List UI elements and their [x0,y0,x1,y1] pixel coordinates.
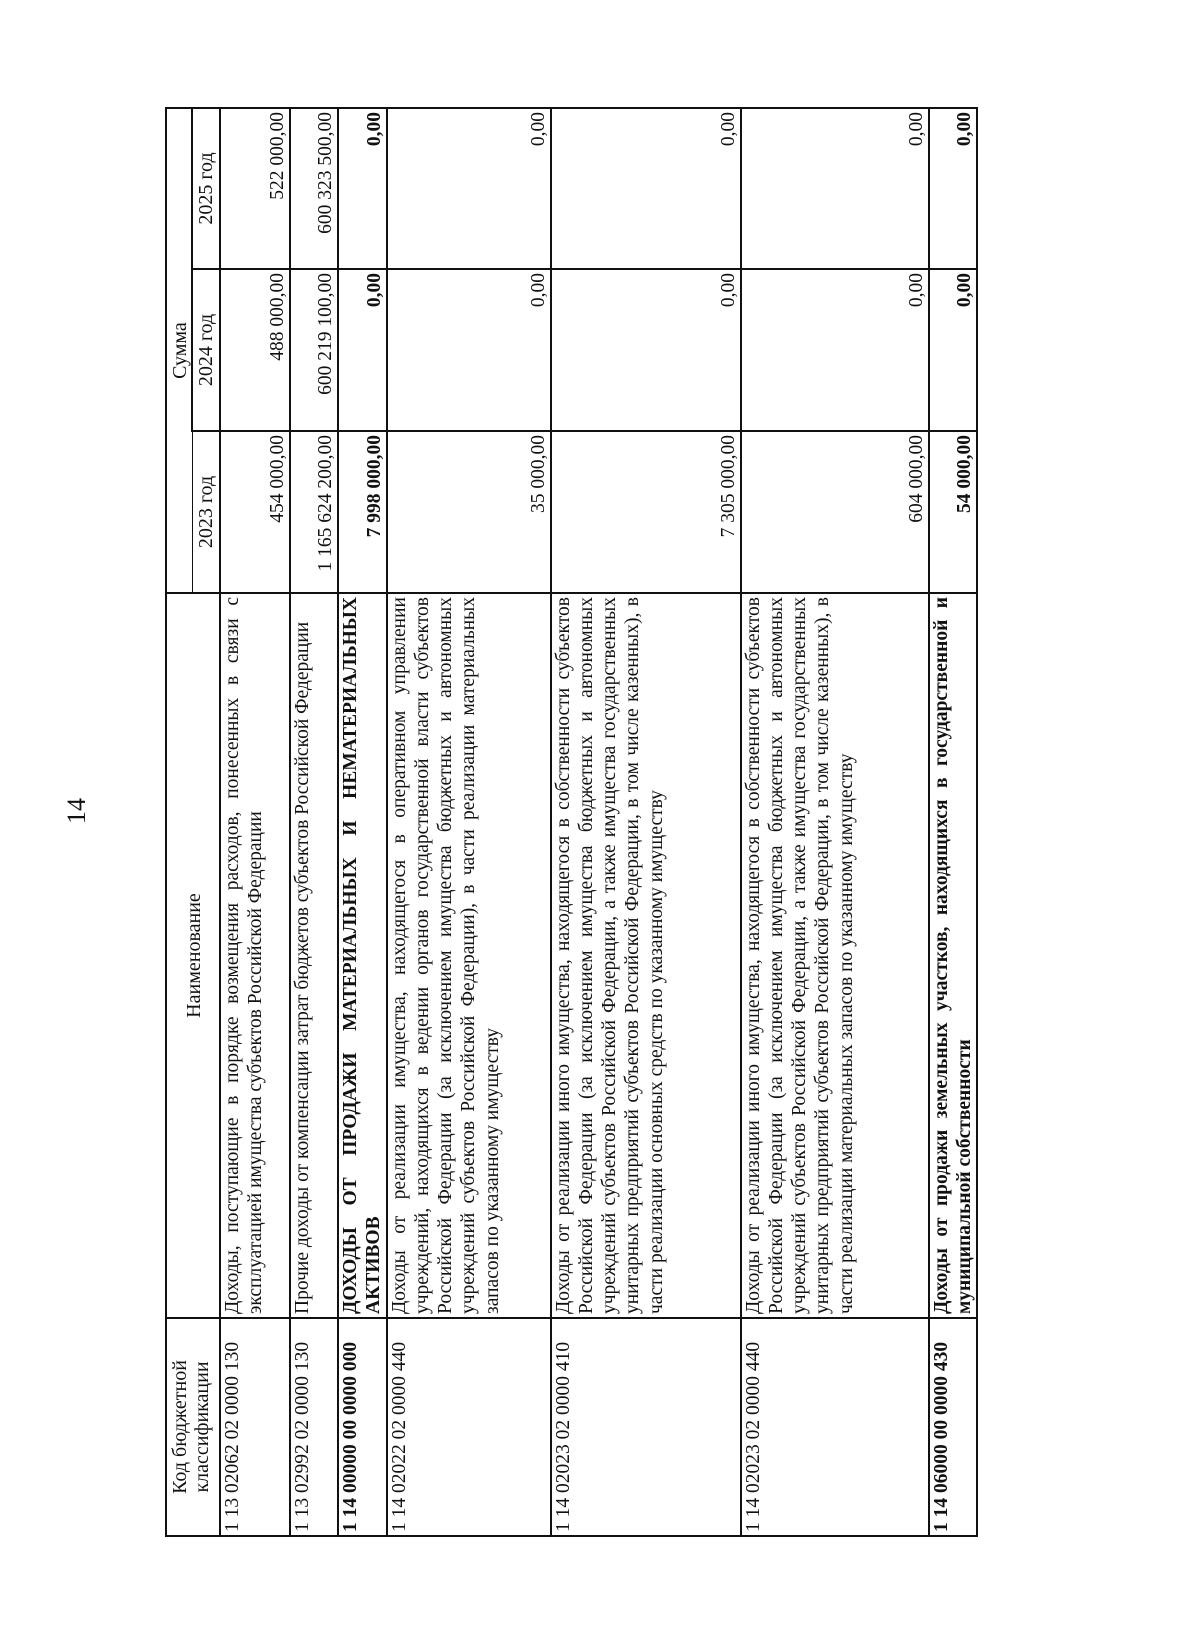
amount-2023-cell: 604 000,00 [741,431,929,593]
amount-2025-cell: 522 000,00 [220,108,290,269]
revenue-name-cell: Прочие доходы от компенсации затрат бюджетов субъектов Российской Федерации [290,593,338,1318]
table-row [387,108,551,1536]
table-row [220,108,290,1536]
amount-2023-cell: 1 165 624 200,00 [290,431,338,593]
table-row [741,108,929,1536]
budget-code-cell: 1 14 06000 00 0000 430 [929,1318,978,1536]
amount-2024-cell: 0,00 [929,269,978,431]
table-row [551,108,741,1536]
table-row [338,108,387,1536]
budget-code-cell: 1 13 02062 02 0000 130 [220,1318,290,1536]
amount-2025-cell: 0,00 [551,108,741,269]
budget-revenue-table [165,107,978,1537]
amount-2025-cell: 0,00 [929,108,978,269]
amount-2024-cell: 0,00 [338,269,387,431]
amount-2024-cell: 0,00 [551,269,741,431]
amount-2025-cell: 600 323 500,00 [290,108,338,269]
amount-2023-cell: 35 000,00 [387,431,551,593]
budget-code-cell: 1 14 02023 02 0000 440 [741,1318,929,1536]
table-row [290,108,338,1536]
revenue-name-cell: Доходы от продажи земельных участков, находящихся в государственной и муниципальной собственности [929,593,978,1318]
amount-2023-cell: 54 000,00 [929,431,978,593]
budget-code-cell: 1 13 02992 02 0000 130 [290,1318,338,1536]
header-code: Код бюджетной классификации [166,1318,220,1536]
revenue-name-cell: Доходы от реализации иного имущества, находящегося в собственности субъектов Российской Федерации (за исключением имущества бюджетных и автономных учреждений субъектов Российской Федерации, а также имущества государственных унитарных предприятий субъектов Российской Федерации, в том числе казенных), в части реализации материальных запасов по указанному имуществу [741,593,929,1318]
revenue-name-cell: Доходы от реализации имущества, находящегося в оперативном управлении учреждений, находящихся в ведении органов государственной власти субъектов Российской Федерации (за исключением имущества бюджетных и автономных учреждений субъектов Российской Федерации), в части реализации материальных запасов по указанному имуществу [387,593,551,1318]
header-sum: Сумма [166,108,192,593]
budget-code-cell: 1 14 02023 02 0000 410 [551,1318,741,1536]
amount-2023-cell: 454 000,00 [220,431,290,593]
amount-2025-cell: 0,00 [338,108,387,269]
amount-2023-cell: 7 305 000,00 [551,431,741,593]
header-year-2025: 2025 год [192,108,220,269]
header-year-2024: 2024 год [192,269,220,431]
header-year-2023: 2023 год [192,431,220,593]
amount-2024-cell: 0,00 [387,269,551,431]
header-name: Наименование [166,593,220,1318]
revenue-name-cell: Доходы от реализации иного имущества, находящегося в собственности субъектов Российской Федерации (за исключением имущества бюджетных и автономных учреждений субъектов Российской Федерации, а также имущества государственных унитарных предприятий субъектов Российской Федерации, в том числе казенных), в части реализации основных средств по указанному имуществу [551,593,741,1318]
table-row [929,108,978,1536]
amount-2025-cell: 0,00 [387,108,551,269]
amount-2024-cell: 488 000,00 [220,269,290,431]
budget-code-cell: 1 14 00000 00 0000 000 [338,1318,387,1536]
revenue-name-cell: Доходы, поступающие в порядке возмещения расходов, понесенных в связи с эксплуатацией имущества субъектов Российской Федерации [220,593,290,1318]
revenue-name-cell: ДОХОДЫ ОТ ПРОДАЖИ МАТЕРИАЛЬНЫХ И НЕМАТЕРИАЛЬНЫХ АКТИВОВ [338,593,387,1318]
page-number: 14 [62,798,91,824]
amount-2024-cell: 600 219 100,00 [290,269,338,431]
amount-2024-cell: 0,00 [741,269,929,431]
amount-2023-cell: 7 998 000,00 [338,431,387,593]
budget-code-cell: 1 14 02022 02 0000 440 [387,1318,551,1536]
budget-table-container [165,109,1070,1537]
amount-2025-cell: 0,00 [741,108,929,269]
